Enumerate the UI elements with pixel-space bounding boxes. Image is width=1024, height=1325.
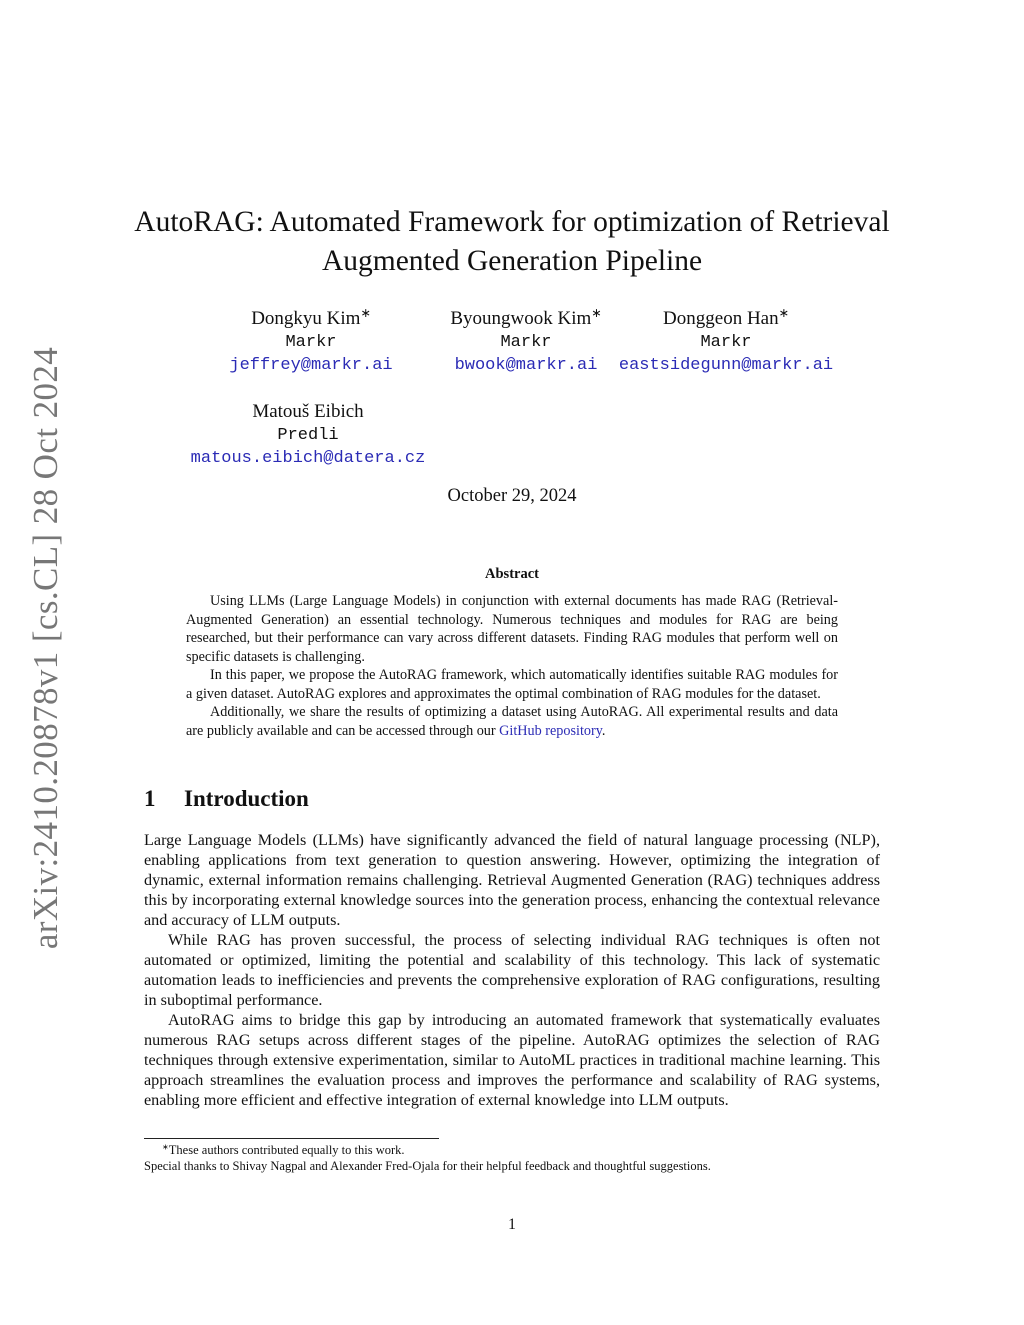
author-email-link[interactable]: matous.eibich@datera.cz <box>190 449 426 468</box>
footnote-equal-contribution: ∗These authors contributed equally to this work. <box>162 1142 405 1157</box>
author-block <box>576 307 876 377</box>
abstract-body <box>186 592 838 740</box>
github-repository-link[interactable]: GitHub repository <box>499 722 602 739</box>
author-name: Matouš Eibich <box>252 401 364 422</box>
author-affiliation: Markr <box>500 333 552 352</box>
author-affiliation: Predli <box>277 426 339 445</box>
page-number: 1 <box>508 1216 516 1233</box>
author-name: Byoungwook Kim∗ <box>450 306 602 329</box>
author-affiliation: Markr <box>285 333 337 352</box>
paper-title-line-2: Augmented Generation Pipeline <box>321 245 703 277</box>
author-affiliation: Markr <box>700 333 752 352</box>
author-name: Donggeon Han∗ <box>663 306 789 329</box>
author-email-link[interactable]: jeffrey@markr.ai <box>229 356 393 375</box>
body-paragraph: Large Language Models (LLMs) have significantly advanced the field of natural language processing (NLP), enabling applications from text generation to question answering. However, optimizing the integration of dynamic, external information remains challenging. Retrieval Augmented Generation (RAG) techniques address this by incorporating external knowledge sources into the generation process, enhancing the contextual relevance and accuracy of LLM outputs. <box>144 831 880 929</box>
author-footnote-mark: ∗ <box>591 306 602 321</box>
author-email-link[interactable]: eastsidegunn@markr.ai <box>618 356 834 375</box>
footnote-acknowledgement: Special thanks to Shivay Nagpal and Alexander Fred-Ojala for their helpful feedback and thoughtful suggestions. <box>144 1159 711 1173</box>
author-email-link[interactable]: bwook@markr.ai <box>454 356 598 375</box>
author-footnote-mark: ∗ <box>360 306 371 321</box>
section-number: 1 <box>144 786 156 811</box>
abstract-heading: Abstract <box>485 566 539 582</box>
author-name: Dongkyu Kim∗ <box>251 306 371 329</box>
body-paragraph: While RAG has proven successful, the process of selecting individual RAG techniques is often not automated or optimized, limiting the potential and scalability of this technology. This lack of systematic automation leads to inefficiencies and prevents the comprehensive exploration of RAG configurations, resulting in suboptimal performance. <box>144 931 880 1009</box>
author-block <box>158 400 458 470</box>
paper-title <box>100 203 924 281</box>
paper-title-line-1: AutoRAG: Automated Framework for optimization of Retrieval <box>134 206 890 238</box>
abstract-paragraph: In this paper, we propose the AutoRAG framework, which automatically identifies suitable RAG modules for a given dataset. AutoRAG explores and approximates the optimal combination of RAG modules for the dataset. <box>186 667 838 702</box>
introduction-body <box>144 830 880 1110</box>
author-footnote-mark: ∗ <box>778 306 789 321</box>
section-heading <box>144 786 309 812</box>
arxiv-identifier-stamp: arXiv:2410.20878v1 [cs.CL] 28 Oct 2024 <box>26 346 65 950</box>
abstract-paragraph: Additionally, we share the results of optimizing a dataset using AutoRAG. All experimental results and data are publicly available and can be accessed through our GitHub repository. <box>186 704 838 739</box>
footnotes <box>144 1142 904 1174</box>
body-paragraph: AutoRAG aims to bridge this gap by introducing an automated framework that systematically evaluates numerous RAG setups across different stages of the pipeline. AutoRAG optimizes the selection of RAG techniques through extensive experimentation, similar to AutoML practices in traditional machine learning. This approach streamlines the evaluation process and improves the performance and scalability of RAG systems, enabling more efficient and effective integration of external knowledge into LLM outputs. <box>144 1011 880 1109</box>
abstract-paragraph: Using LLMs (Large Language Models) in conjunction with external documents has made RAG (Retrieval-Augmented Generation) an essential technology. Numerous techniques and modules for RAG are being researched, but their performance can vary across different datasets. Finding RAG modules that perform well on specific datasets is challenging. <box>186 593 838 665</box>
publication-date: October 29, 2024 <box>447 486 577 506</box>
section-title: Introduction <box>184 786 309 811</box>
footnote-divider <box>144 1138 439 1139</box>
